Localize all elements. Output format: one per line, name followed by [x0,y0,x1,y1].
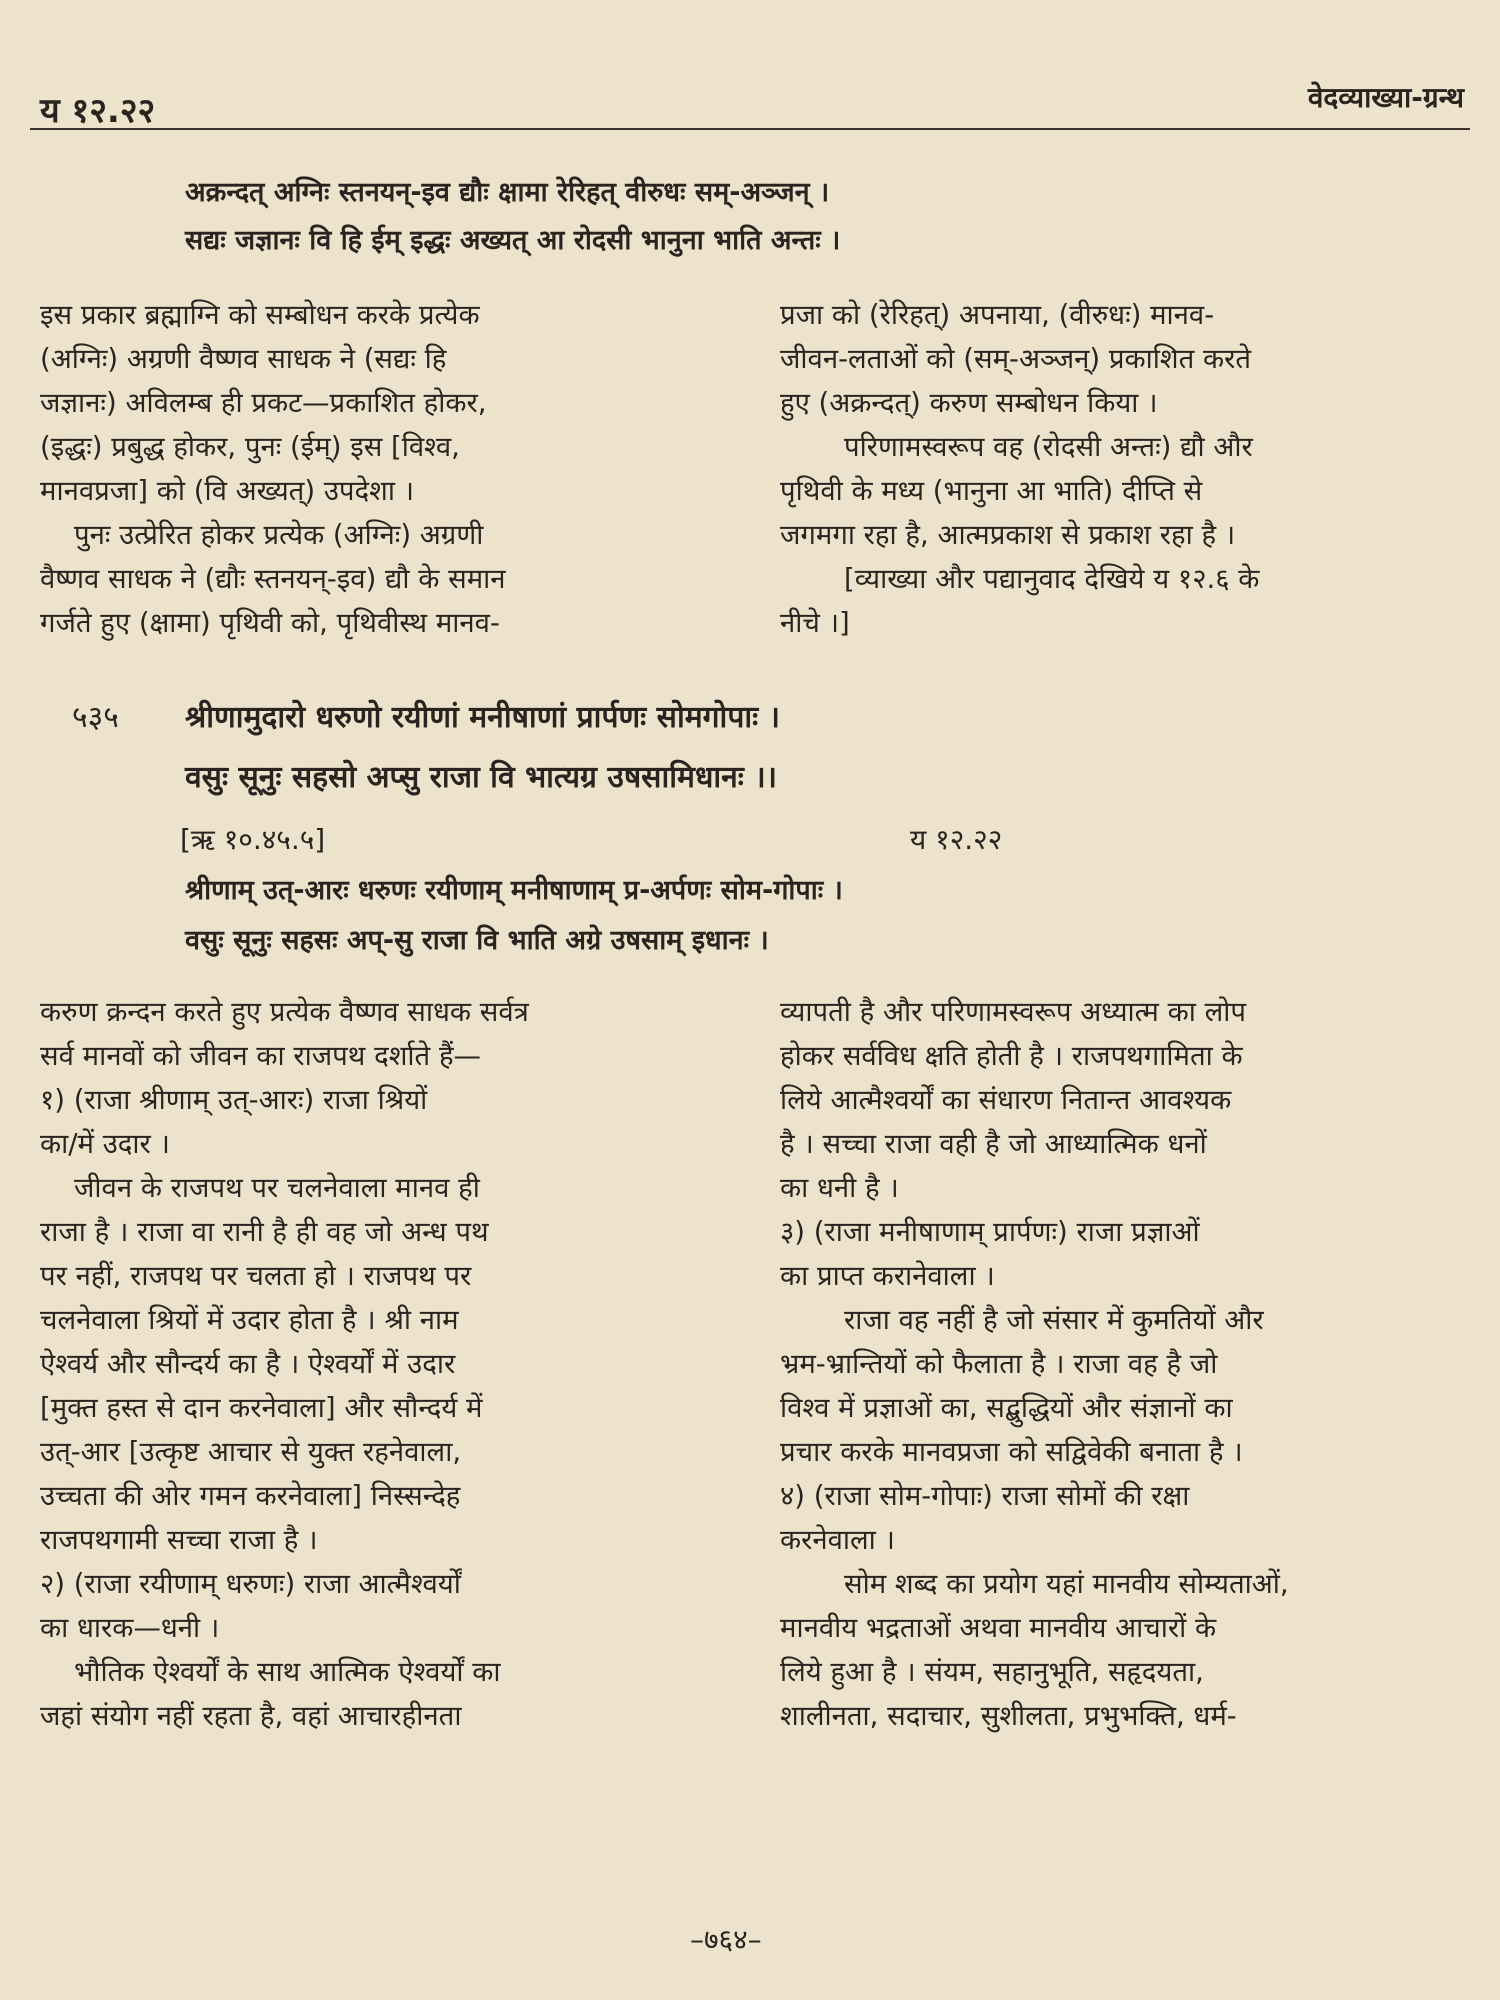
text-line: जीवन-लताओं को (सम्-अञ्जन्) प्रकाशित करते [780,343,1252,375]
text-line: प्रजा को (रेरिहत्) अपनाया, (वीरुधः) मानव- [780,299,1215,331]
text-line: विश्व में प्रज्ञाओं का, सद्बुद्धियों और संज्ञानों का [780,1392,1233,1424]
text-line: [व्याख्या और पद्यानुवाद देखिये य १२.६ के [844,563,1260,595]
text-line: का प्राप्त करानेवाला । [780,1260,995,1292]
text-line: ३) (राजा मनीषाणाम् प्रार्पणः) राजा प्रज्ञाओं [780,1216,1200,1248]
running-head-left: य १२.२२ [40,91,156,131]
text-line: (इद्धः) प्रबुद्ध होकर, पुनः (ईम्) इस [विश्व, [40,431,460,463]
text-line: पुनः उत्प्रेरित होकर प्रत्येक (अग्निः) अग्रणी [74,519,484,551]
text-line: व्यापती है और परिणामस्वरूप अध्यात्म का लोप [780,996,1246,1028]
text-line: (अग्निः) अग्रणी वैष्णव साधक ने (सद्यः हि [40,343,447,375]
text-line: पर नहीं, राजपथ पर चलता हो । राजपथ पर [40,1260,472,1292]
bottom-right-column [780,990,1480,1738]
text-line: उच्चता की ओर गमन करनेवाला] निस्सन्देह [40,1480,461,1512]
text-line: सोम शब्द का प्रयोग यहां मानवीय सोम्यताओं, [844,1568,1289,1600]
top-right-column [780,293,1480,645]
text-line: उत्-आर [उत्कृष्ट आचार से युक्त रहनेवाला, [40,1436,462,1468]
text-line: वैष्णव साधक ने (द्यौः स्तनयन्-इव) द्यौ के समान [40,563,506,595]
text-line: करुण क्रन्दन करते हुए प्रत्येक वैष्णव साधक सर्वत्र [40,996,529,1028]
text-line: हुए (अक्रन्दत्) करुण सम्बोधन किया । [780,387,1158,419]
text-line: परिणामस्वरूप वह (रोदसी अन्तः) द्यौ और [844,431,1253,463]
text-line: चलनेवाला श्रियों में उदार होता है । श्री नाम [40,1304,459,1336]
text-line: नीचे ।] [780,607,850,639]
pada-patha-line: अक्रन्दत् अग्निः स्तनयन्-इव द्यौः क्षामा रेरिहत् वीरुधः सम्-अञ्जन् । [185,177,830,208]
text-line: राजा है । राजा वा रानी है ही वह जो अन्ध पथ [40,1216,489,1248]
text-line: जहां संयोग नहीं रहता है, वहां आचारहीनता [40,1700,462,1732]
pada-patha-line: सद्यः जज्ञानः वि हि ईम् इद्धः अख्यत् आ रोदसी भानुना भाति अन्तः । [185,225,841,256]
header-rule [30,128,1470,130]
text-line: भ्रम-भ्रान्तियों को फैलाता है । राजा वह है जो [780,1348,1218,1380]
top-left-column [40,293,740,645]
rigveda-reference: [ऋ १०.४५.५] [180,823,326,856]
text-line: मानवप्रजा] को (वि अख्यत्) उपदेशा । [40,475,415,507]
text-line: शालीनता, सदाचार, सुशीलता, प्रभुभक्ति, धर्म- [780,1700,1237,1732]
text-line: जगमगा रहा है, आत्मप्रकाश से प्रकाश रहा है । [780,519,1236,551]
text-line: प्रचार करके मानवप्रजा को सद्विवेकी बनाता है । [780,1436,1243,1468]
text-line: भौतिक ऐश्वर्यों के साथ आत्मिक ऐश्वर्यों का [74,1656,501,1688]
text-line: राजपथगामी सच्चा राजा है । [40,1524,318,1556]
text-line: सर्व मानवों को जीवन का राजपथ दर्शाते हैं— [40,1040,482,1072]
text-line: २) (राजा रयीणाम् धरुणः) राजा आत्मैश्वर्यों [40,1568,461,1600]
text-line: करनेवाला । [780,1524,895,1556]
text-line: राजा वह नहीं है जो संसार में कुमतियों और [844,1304,1264,1336]
text-line: १) (राजा श्रीणाम् उत्-आरः) राजा श्रियों [40,1084,428,1116]
yajurveda-reference: य १२.२२ [910,823,1003,856]
text-line: ऐश्वर्य और सौन्दर्य का है । ऐश्वर्यों में उदार [40,1348,456,1380]
text-line: का/में उदार । [40,1128,170,1160]
text-line: होकर सर्वविध क्षति होती है । राजपथगामिता के [780,1040,1243,1072]
running-head-right: वेदव्याख्या-ग्रन्थ [1307,81,1464,114]
text-line: जज्ञानः) अविलम्ब ही प्रकट—प्रकाशित होकर, [40,387,487,419]
text-line: लिये आत्मैश्वर्यों का संधारण नितान्त आवश्यक [780,1084,1232,1116]
page-number: –७६४– [690,1923,762,1956]
mantra-number: ५३५ [72,700,119,735]
mantra-line: श्रीणामुदारो धरुणो रयीणां मनीषाणां प्रार्पणः सोमगोपाः । [185,700,781,735]
bottom-left-column [40,990,740,1738]
text-line: है । सच्चा राजा वही है जो आध्यात्मिक धनों [780,1128,1207,1160]
text-line: का धनी है । [780,1172,899,1204]
pada-patha-line: श्रीणाम् उत्-आरः धरुणः रयीणाम् मनीषाणाम् प्र-अर्पणः सोम-गोपाः । [185,875,843,906]
text-line: का धारक—धनी । [40,1612,220,1644]
text-line: इस प्रकार ब्रह्माग्नि को सम्बोधन करके प्रत्येक [40,299,480,331]
text-line: जीवन के राजपथ पर चलनेवाला मानव ही [74,1172,480,1204]
text-line: पृथिवी के मध्य (भानुना आ भाति) दीप्ति से [780,475,1203,507]
mantra-line: वसुः सूनुः सहसो अप्सु राजा वि भात्यग्र उषसामिधानः ।। [185,760,778,795]
text-line: [मुक्त हस्त से दान करनेवाला] और सौन्दर्य में [40,1392,483,1424]
pada-patha-line: वसुः सूनुः सहसः अप्-सु राजा वि भाति अग्रे उषसाम् इधानः । [185,925,769,956]
text-line: लिये हुआ है । संयम, सहानुभूति, सहृदयता, [780,1656,1204,1688]
text-line: गर्जते हुए (क्षामा) पृथिवी को, पृथिवीस्थ मानव- [40,607,500,639]
text-line: मानवीय भद्रताओं अथवा मानवीय आचारों के [780,1612,1217,1644]
text-line: ४) (राजा सोम-गोपाः) राजा सोमों की रक्षा [780,1480,1190,1512]
